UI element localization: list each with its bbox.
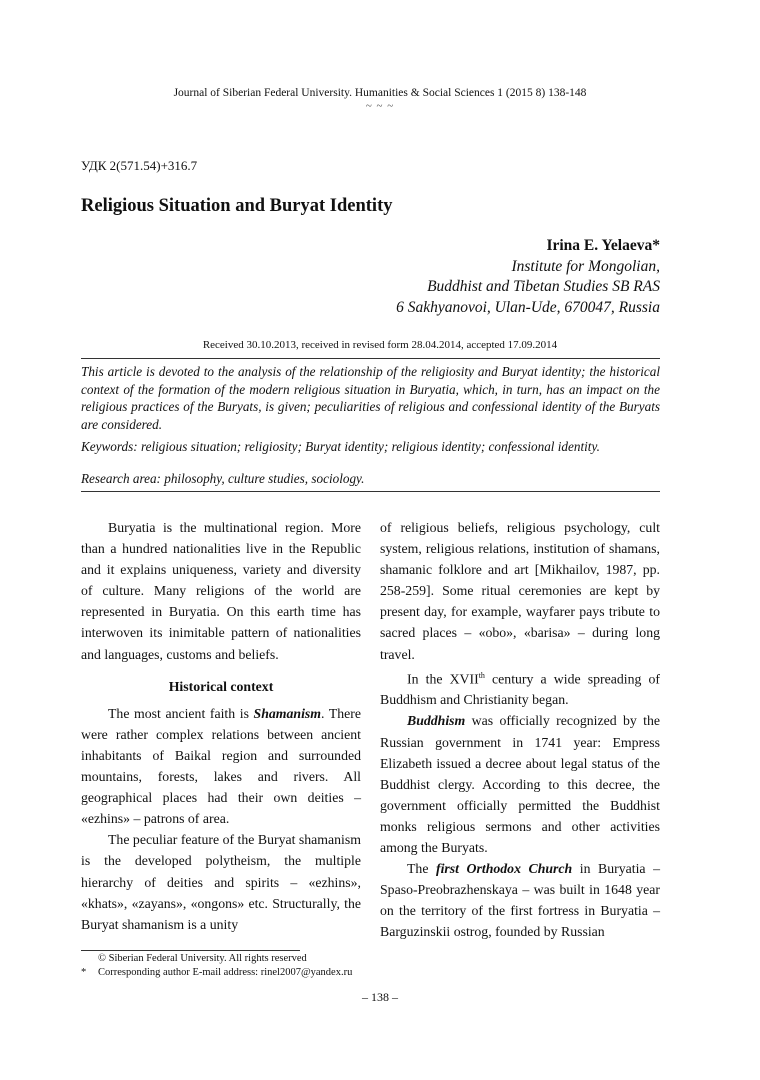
divider-bottom bbox=[81, 491, 660, 492]
header-separator: ~ ~ ~ bbox=[365, 100, 395, 112]
emphasis-orthodox-church: first Orthodox Church bbox=[436, 861, 573, 877]
abstract-text: This article is devoted to the analysis of the relationship of the religiosity and Buryat identity; the historical context of the formation of the modern religious situation in Buryatia, which, in turn, has an impact on the religious practices of the Buryats, is given; peculiarities of religious and confessional identity of the Buryats are considered. bbox=[81, 364, 660, 432]
affiliation-line: Buddhist and Tibetan Studies SB RAS bbox=[427, 278, 660, 295]
section-heading: Historical context bbox=[168, 678, 274, 694]
body-column-left bbox=[81, 517, 361, 935]
body-column-right bbox=[380, 517, 660, 942]
journal-header: Journal of Siberian Federal University. Humanities & Social Sciences 1 (2015 8) 138-148 bbox=[173, 87, 587, 99]
keywords: Keywords: religious situation; religiosity; Buryat identity; religious identity; confessional identity. bbox=[81, 439, 600, 454]
research-area: Research area: philosophy, culture studies, sociology. bbox=[81, 471, 365, 486]
emphasis-shamanism: Shamanism bbox=[253, 705, 322, 721]
affiliation-line: Institute for Mongolian, bbox=[511, 257, 660, 275]
paragraph: Buddhism was officially recognized by the Russian government in 1741 year: Empress Elizabeth issued a decree about legal status of the Buddhist clergy. According to this decree, the government officially permitted the Buddhist monks religious sermons and other activities among the Buryats. bbox=[380, 713, 660, 855]
paragraph: In the XVIIth century a wide spreading of Buddhism and Christianity began. bbox=[380, 670, 660, 708]
udc-code: УДК 2(571.54)+316.7 bbox=[81, 158, 198, 173]
paragraph: The first Orthodox Church in Buryatia – Spaso-Preobrazhenskaya – was built in 1648 year on the territory of the first fortress in Buryatia – Barguzinskii ostrog, founded by Russian bbox=[380, 861, 660, 940]
received-dates: Received 30.10.2013, received in revised form 28.04.2014, accepted 17.09.2014 bbox=[202, 339, 558, 351]
paragraph: The peculiar feature of the Buryat shamanism is the developed polytheism, the multiple hierarchy of deities and spirits – «ezhins», «khats», «zayans», «ongons» etc. Structurally, the Buryat shamanism is a unity bbox=[81, 832, 361, 932]
footnote-divider bbox=[81, 950, 300, 951]
article-title: Religious Situation and Buryat Identity bbox=[81, 196, 393, 216]
affiliation-line: 6 Sakhyanovoi, Ulan-Ude, 670047, Russia bbox=[396, 298, 660, 316]
divider-top bbox=[81, 358, 660, 359]
paragraph: of religious beliefs, religious psychology, cult system, religious relations, institution of shamans, shamanic folklore and art [Mikhailov, 1987, pp. 258-259]. Some ritual ceremonies are kept by present day, for example, wayfarer pays tribute to sacred places – «obo», «barisa» – during long travel. bbox=[380, 520, 660, 662]
paragraph: The most ancient faith is Shamanism. There were rather complex relations between ancient inhabitants of Baikal region and surrounded mountains, forests, lakes and rivers. All geographical places had their own deities – «ezhins» – patrons of area. bbox=[81, 705, 361, 827]
abstract bbox=[81, 363, 660, 433]
page-number: – 138 – bbox=[362, 990, 398, 1004]
author-name: Irina E. Yelaeva* bbox=[546, 237, 660, 254]
footnote-copyright: © Siberian Federal University. All rights reserved bbox=[98, 953, 307, 964]
author-block bbox=[396, 236, 660, 318]
emphasis-buddhism: Buddhism bbox=[407, 713, 466, 729]
paragraph: Buryatia is the multinational region. More than a hundred nationalities live in the Republic and it explains uniqueness, variety and diversity of culture. Many religions of the world are represented in Buryatia. On this earth time has interwoven its inimitable pattern of nationalities and languages, customs and beliefs. bbox=[81, 520, 361, 662]
footnote-corresponding: * Corresponding author E-mail address: rinel2007@yandex.ru bbox=[81, 967, 353, 978]
